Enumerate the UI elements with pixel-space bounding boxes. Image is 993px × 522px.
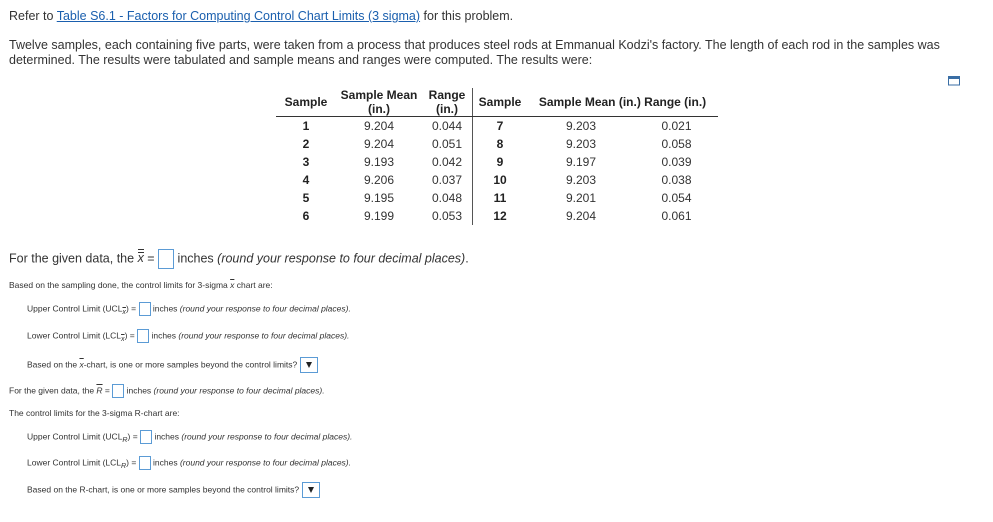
sample-cell: 10 (473, 171, 528, 189)
lcl-x-row (27, 329, 349, 343)
lcl-r-sub: R (121, 461, 127, 470)
chevron-down-icon (308, 487, 314, 493)
ucl-x-input[interactable] (139, 302, 151, 316)
double-bar-mark (138, 249, 144, 253)
range-cell: 0.048 (431, 191, 463, 205)
rbar-symbol: $\overline{R}$ (96, 385, 103, 396)
sample-cell: 8 (473, 135, 528, 153)
range-cell: 0.042 (431, 155, 463, 169)
r-beyond-select[interactable] (302, 482, 320, 498)
rbar-question (9, 384, 325, 398)
sample-cell: 5 (302, 191, 310, 205)
sample-cell: 1 (302, 119, 310, 133)
range-cell: 0.039 (661, 155, 692, 169)
grand-mean-symbol-letter: x (137, 251, 144, 266)
ucl-x-row (27, 302, 351, 316)
r-limits-intro: The control limits for the 3-sigma R-chart are: (9, 408, 180, 418)
grand-mean-question (9, 249, 469, 269)
sample-cell: 12 (473, 207, 528, 225)
ucl-r-unit: inches (152, 431, 182, 442)
grand-mean-end: . (465, 251, 469, 266)
copy-icon[interactable] (948, 76, 960, 86)
col-header-range (422, 88, 473, 117)
lcl-x-sub: x (121, 334, 125, 343)
r-beyond-text: Based on the R-chart, is one or more samples beyond the control limits? (27, 484, 302, 495)
mean-cell: 9.203 (565, 119, 597, 133)
ucl-r-pre: Upper Control Limit (UCL (27, 431, 123, 442)
mean-cell: 9.204 (363, 119, 395, 133)
ucl-r-hint: (round your response to four decimal places). (181, 431, 353, 442)
reference-suffix: for this problem. (420, 9, 514, 23)
sample-data-table (276, 88, 718, 225)
problem-intro: Twelve samples, each containing five parts, were taken from a process that produces steel rods at Emmanual Kodzi's factory. The length of each rod in the samples was determined. The results were tabulated and sample means and ranges were computed. The results were: (9, 38, 940, 67)
range-cell: 0.061 (661, 209, 692, 223)
sample-cell: 7 (473, 117, 528, 136)
reference-prefix: Refer to (9, 9, 57, 23)
mean-cell: 9.199 (363, 209, 395, 223)
rbar-pre: For the given data, the (9, 385, 97, 396)
col-header-sample: Sample (276, 88, 336, 117)
x-beyond-row (27, 357, 318, 373)
ucl-x-hint: (round your response to four decimal places). (179, 303, 351, 314)
table-row (276, 207, 718, 225)
rbar-hint: (round your response to four decimal places). (153, 385, 325, 396)
chevron-down-icon (306, 362, 312, 368)
x-limits-intro (9, 280, 273, 290)
lcl-x-pre: Lower Control Limit (LCL (27, 330, 122, 341)
ucl-r-input[interactable] (140, 430, 152, 444)
ucl-r-post: ) = (127, 431, 141, 442)
col-header-sample-mean-line2: (in.) (368, 102, 390, 116)
lcl-r-pre: Lower Control Limit (LCL (27, 457, 122, 468)
grand-mean-eq: = (143, 251, 159, 266)
range-cell: 0.053 (431, 209, 463, 223)
x-beyond-symbol: $\overline{x}$ (79, 359, 84, 370)
lcl-x-post: ) = (124, 330, 138, 341)
range-cell: 0.021 (661, 119, 692, 133)
table-header-row (276, 88, 718, 117)
factors-table-link[interactable]: Table S6.1 - Factors for Computing Control Chart Limits (3 sigma) (56, 9, 421, 23)
rbar-eq: = (102, 385, 113, 396)
sample-cell: 11 (473, 189, 528, 207)
lcl-r-input[interactable] (139, 456, 151, 470)
range-cell: 0.037 (431, 173, 463, 187)
sample-cell: 9 (473, 153, 528, 171)
range-cell: 0.051 (431, 137, 463, 151)
col-header-sample-mean (336, 88, 422, 117)
x-limits-intro-post: chart are: (234, 280, 273, 290)
col-header-range-line2: (in.) (436, 102, 458, 116)
lcl-x-unit: inches (149, 330, 179, 341)
x-limits-intro-symbol: $\overline{x}$ (230, 280, 235, 290)
mean-cell: 9.193 (363, 155, 395, 169)
range-cell: 0.038 (661, 173, 692, 187)
mean-cell: 9.195 (363, 191, 395, 205)
lcl-x-input[interactable] (137, 329, 149, 343)
table-row (276, 153, 718, 171)
r-beyond-row (27, 482, 320, 498)
grand-mean-input[interactable] (158, 249, 174, 269)
x-beyond-select[interactable] (300, 357, 318, 373)
lcl-r-row (27, 456, 351, 470)
ucl-x-unit: inches (150, 303, 180, 314)
table-row (276, 189, 718, 207)
ucl-r-row (27, 430, 352, 444)
ucl-x-pre: Upper Control Limit (UCL (27, 303, 123, 314)
sample-cell: 6 (302, 209, 310, 223)
lcl-r-hint: (round your response to four decimal places). (179, 457, 351, 468)
reference-line (9, 9, 513, 23)
col-header-mean-range-2: Sample Mean (in.) Range (in.) (527, 88, 718, 117)
mean-cell: 9.201 (565, 191, 597, 205)
lcl-r-post: ) = (126, 457, 139, 468)
table-row (276, 171, 718, 189)
x-beyond-pre: Based on the (27, 359, 80, 370)
range-cell: 0.058 (661, 137, 692, 151)
grand-mean-hint: (round your response to four decimal places) (217, 251, 466, 266)
table-row (276, 117, 718, 136)
lcl-r-unit: inches (150, 457, 180, 468)
x-beyond-post: -chart, is one or more samples beyond the control limits? (83, 359, 300, 370)
col-header-sample-2: Sample (473, 88, 528, 117)
lcl-x-hint: (round your response to four decimal places). (178, 330, 350, 341)
col-header-sample-mean-line1: Sample Mean (340, 88, 418, 102)
col-header-range-line1: Range (428, 88, 466, 102)
table-row (276, 135, 718, 153)
mean-cell: 9.197 (565, 155, 597, 169)
sample-cell: 4 (302, 173, 310, 187)
grand-mean-unit: inches (174, 251, 218, 266)
mean-cell: 9.203 (565, 137, 597, 151)
sample-cell: 3 (302, 155, 310, 169)
rbar-unit: inches (124, 385, 154, 396)
grand-mean-symbol (138, 251, 144, 265)
range-cell: 0.054 (661, 191, 692, 205)
mean-cell: 9.203 (565, 173, 597, 187)
ucl-r-sub: R (122, 435, 128, 444)
mean-cell: 9.204 (363, 137, 395, 151)
ucl-x-sub: x (122, 307, 126, 316)
mean-cell: 9.206 (363, 173, 395, 187)
rbar-input[interactable] (112, 384, 124, 398)
x-limits-intro-pre: Based on the sampling done, the control limits for 3-sigma (9, 280, 231, 290)
mean-cell: 9.204 (565, 209, 597, 223)
ucl-x-post: ) = (125, 303, 139, 314)
range-cell: 0.044 (431, 119, 463, 133)
grand-mean-pre: For the given data, the (9, 251, 138, 266)
sample-cell: 2 (302, 137, 310, 151)
